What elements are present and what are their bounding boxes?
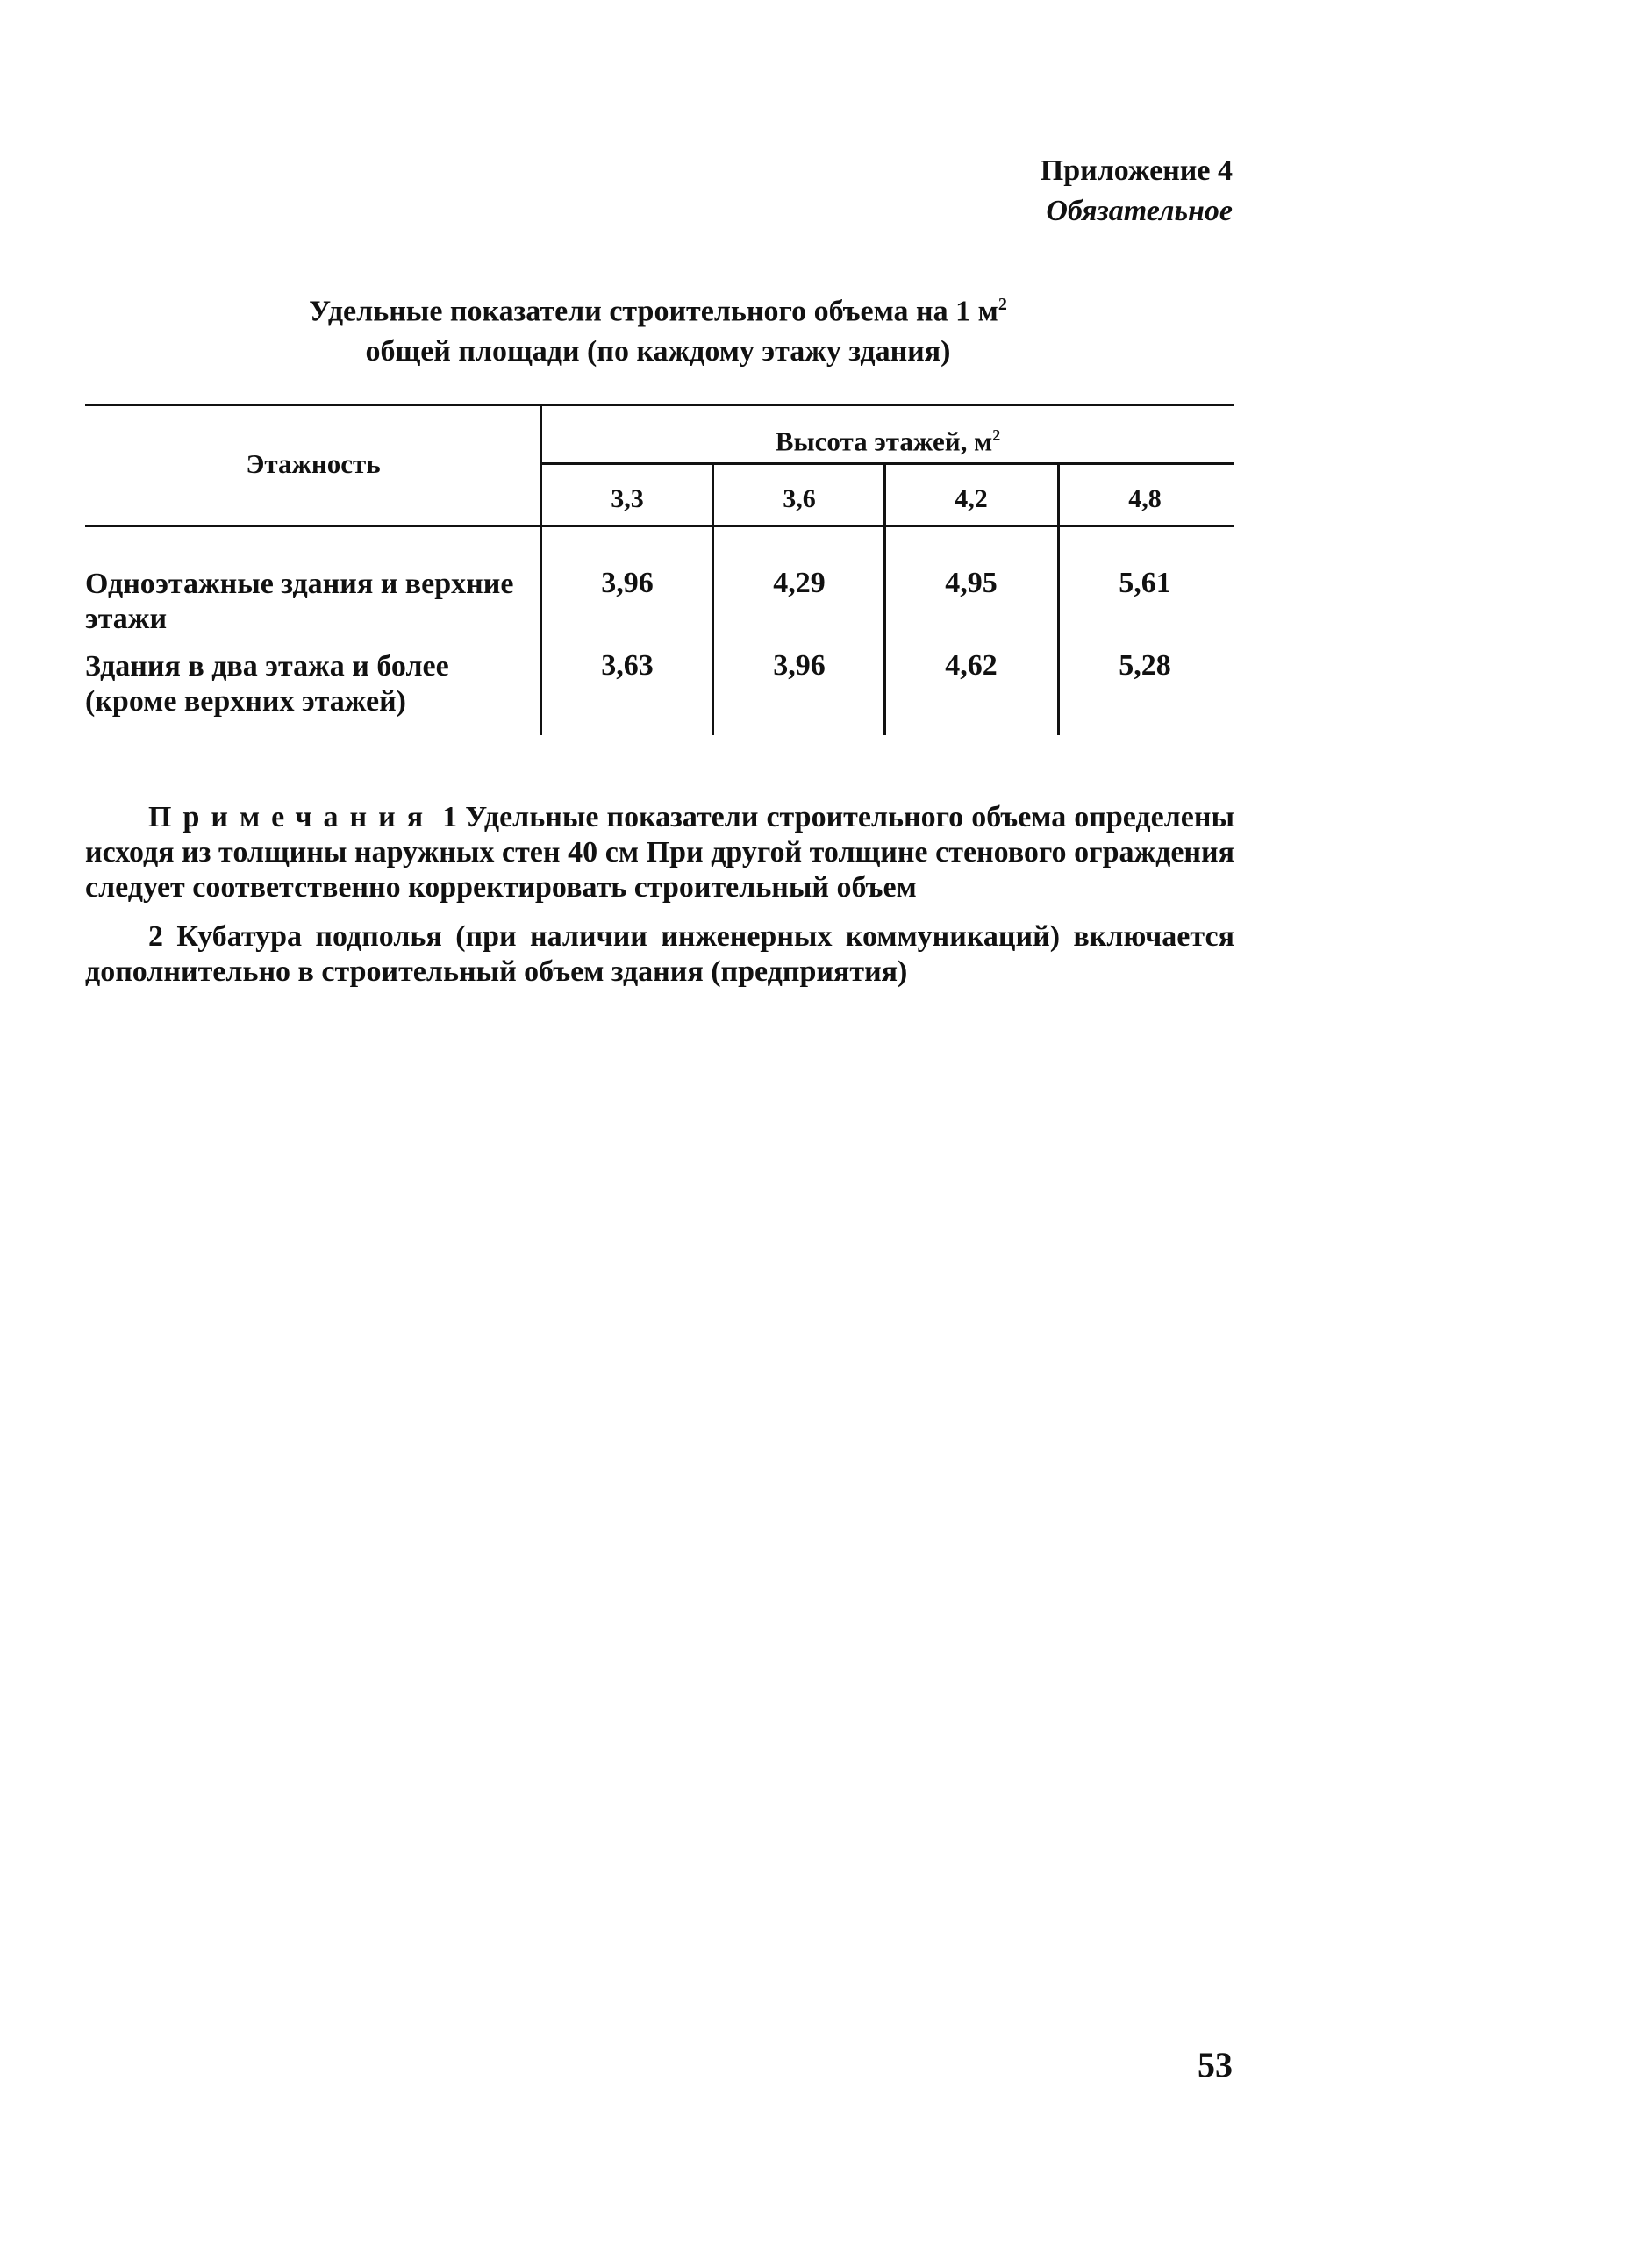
note-1-text: 1 Удельные показатели строительного объема определены исходя из толщины наружных стен 40 см При другой толщине стенового ограждения следует соответственно корректировать строительный объем (85, 801, 1234, 904)
group-header-sup: 2 (992, 426, 1001, 444)
appendix-header (1041, 151, 1233, 232)
row-label: Одноэтажные здания и верхние этажи (85, 568, 514, 635)
table-cell: 5,61 (1119, 567, 1171, 599)
column-header: 4,8 (1128, 484, 1162, 513)
group-header-text: Высота этажей, м (775, 425, 993, 457)
title-line-1-sup: 2 (998, 295, 1007, 314)
page-number: 53 (1198, 2045, 1233, 2084)
title-line-1-text: Удельные показатели строительного объема на 1 м (309, 295, 998, 328)
note-1 (85, 800, 1234, 905)
notes-heading: Примечания (148, 801, 435, 833)
table-cell: 3,96 (601, 567, 654, 599)
appendix-status: Обязательное (1046, 195, 1233, 227)
group-header-rule (541, 462, 1234, 465)
table-cell: 4,62 (945, 649, 998, 682)
table-top-rule (85, 404, 1234, 406)
group-header (541, 418, 1234, 458)
table-cell: 4,95 (945, 567, 998, 599)
column-header: 3,6 (783, 484, 816, 513)
table-cell: 5,28 (1119, 649, 1171, 682)
appendix-label: Приложение 4 (1040, 154, 1233, 187)
title-line-1 (307, 284, 1009, 332)
stub-header: Этажность (246, 448, 381, 479)
note-2: 2 Кубатура подполья (при наличии инженерных коммуникаций) включается дополнительно в строительный объем здания (предприятия) (85, 920, 1234, 988)
table-cell: 4,29 (773, 567, 826, 599)
table-cell: 3,63 (601, 649, 654, 682)
title-line-2: общей площади (по каждому этажу здания) (365, 335, 951, 368)
column-header: 3,3 (611, 484, 644, 513)
data-table (85, 404, 1234, 735)
header-bottom-rule (85, 525, 1234, 527)
row-label: Здания в два этажа и более (кроме верхних этажей) (85, 650, 449, 718)
column-header: 4,2 (955, 484, 988, 513)
table-cell: 3,96 (773, 649, 826, 682)
table-title (307, 284, 1009, 372)
notes-section (85, 800, 1234, 1004)
